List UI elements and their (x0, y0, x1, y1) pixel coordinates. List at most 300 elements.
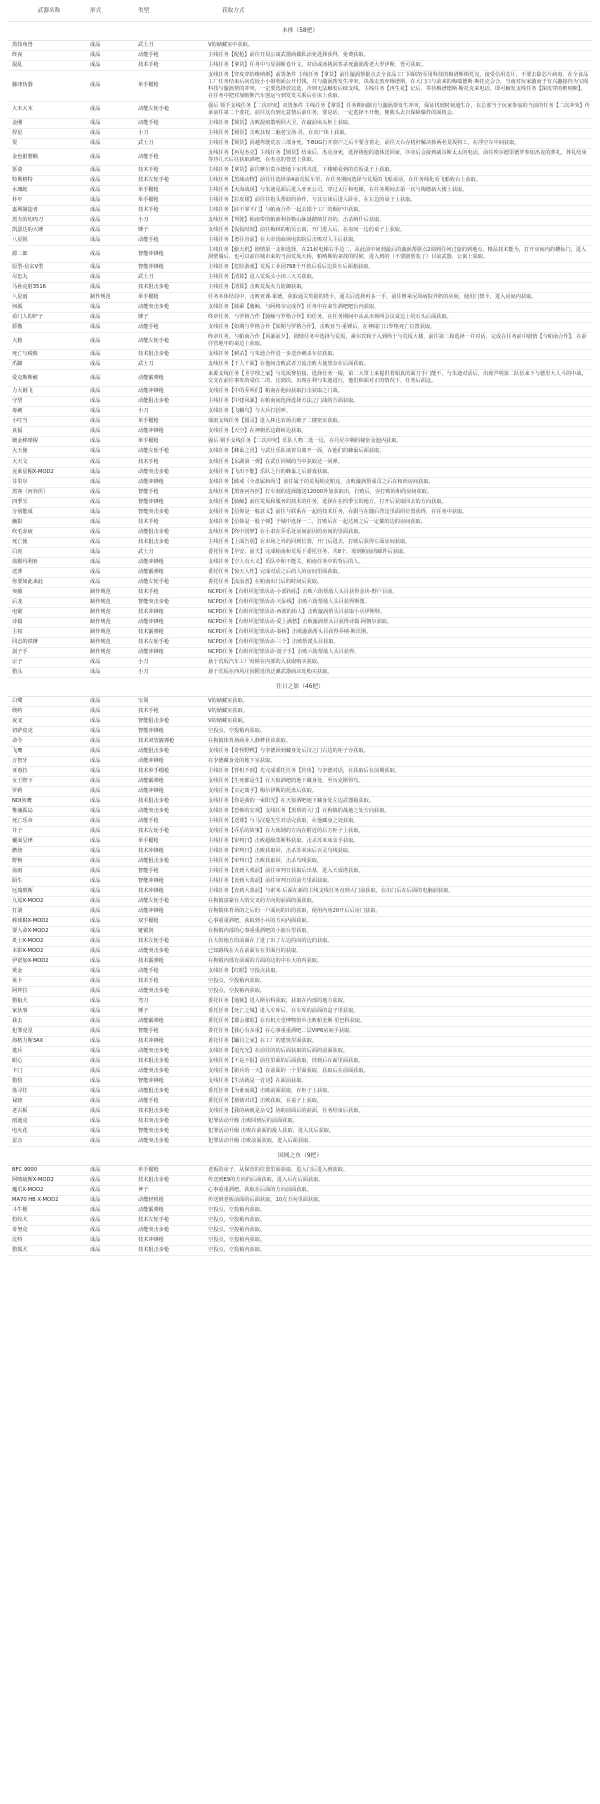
table-row (8, 967, 592, 977)
weapon-type: 动能霰弹枪 (138, 777, 164, 784)
acquire-method: 强后 领手支线任务【二次冲突】双置条件 主线任务【拿货】任务期间据有与漩涡帮发生冲突，保证找到时刻通生存，在总部当于玩家参加的当前的任务【二次冲突】传承前往第二个委托，前往这有到无意情后前任务，要是话，一定选择不开炮，便收头去自保障爆炸的面机会。 (208, 102, 590, 116)
weapon-name: 你要如此来此 (12, 578, 44, 585)
weapon-type: 动能左轮手枪 (138, 448, 170, 455)
table-header (8, 2, 592, 22)
weapon-form: 成品 (90, 1008, 101, 1015)
acquire-method: 委托任务【都会谍影】在有机天堂博物馆中击败帕奎斯·里巴科获取。 (208, 1018, 366, 1025)
table-row (8, 837, 592, 847)
weapon-form: 成品 (90, 478, 101, 485)
acquire-method: 在狗镇内部的心事重重酒吧的小旅台里获取。 (208, 928, 312, 935)
section-title: 国网之鱼（9把） (8, 1147, 592, 1166)
acquire-method: 主线任务【中建风暴】在帕南间选择选择方法之门战的方面获取。 (208, 398, 359, 405)
weapon-type: 技术左轮手枪 (138, 177, 170, 184)
acquire-method: V的储藏室获取。 (208, 707, 248, 714)
weapon-type: 动能手枪 (138, 324, 159, 331)
weapon-name: 大救 (12, 337, 23, 344)
acquire-method: 主线任务【危险游戏】荒坂工业园768个开着后看后边货车后面箱获取。 (208, 264, 374, 271)
weapon-form: 成品 (90, 51, 101, 58)
table-row (8, 1216, 592, 1226)
weapon-form: 成品 (90, 177, 101, 184)
weapon-name: 刽子手 (12, 648, 28, 655)
weapon-form: 成品 (90, 1018, 101, 1025)
weapon-form: 成品 (90, 217, 101, 224)
weapon-form: 成品 (90, 250, 101, 257)
weapon-type: 智能手枪 (138, 1028, 159, 1035)
weapon-type: 单手榴枪 (138, 1167, 159, 1174)
acquire-method: V的储藏室中获取。 (208, 41, 254, 48)
acquire-method: 传送到老板前面的后面获取，10点方向里面获取。 (208, 1197, 324, 1204)
weapon-type: 单手榴枪 (138, 418, 159, 425)
weapon-name: 嘉利制造者 (12, 207, 38, 214)
weapon-form: 成品 (90, 837, 101, 844)
weapon-type: 技术狙击步枪 (138, 284, 170, 291)
table-row (8, 397, 592, 407)
table-row (8, 1037, 592, 1047)
weapon-name: 落寻往 (12, 1088, 28, 1095)
weapon-name: 大木大木 (12, 106, 33, 113)
table-row (8, 417, 592, 427)
weapon-type: 单手榴枪 (138, 294, 159, 301)
weapon-name: 打滚 (12, 907, 23, 914)
table-row (8, 283, 592, 293)
table-row (8, 598, 592, 608)
weapon-name: 亚毒拉 (12, 767, 28, 774)
weapon-type: 技术冲锋枪 (138, 1237, 164, 1244)
weapon-name: 金色银婴额 (12, 153, 38, 160)
weapon-name: 犯罪克星 (12, 1028, 33, 1035)
weapon-type: 弯刀 (138, 998, 149, 1005)
weapon-type: 小刀 (138, 217, 149, 224)
weapon-form: 成品 (90, 548, 101, 555)
acquire-method: 委托任务【为谁而战】击败前面获取，在柜子上获取。 (208, 1088, 333, 1095)
acquire-method: 支线任务【中的乔所们】帕南在他间获取打击获取之门战。 (208, 388, 343, 395)
table-row (8, 350, 592, 360)
table-row (8, 139, 592, 149)
weapon-form: 成品 (90, 139, 101, 146)
weapon-form: 成品 (90, 1197, 101, 1204)
weapon-form: 成品 (90, 847, 101, 854)
weapon-form: 成品 (90, 668, 101, 675)
weapon-form: 成品 (90, 408, 101, 415)
weapon-name: 要人命X-MOD2 (12, 928, 49, 935)
weapon-type: 双手榴枪 (138, 918, 159, 924)
weapon-name: 白虎 (12, 548, 23, 555)
weapon-name: 何孤 (12, 304, 23, 311)
weapon-name: 大天使 (12, 448, 28, 455)
weapon-type: 技术霰弹枪 (138, 958, 164, 965)
weapon-form: 成品 (90, 187, 101, 194)
weapon-type: 动能狙击步枪 (138, 857, 170, 864)
table-row (8, 149, 592, 166)
weapon-form: 成品 (90, 227, 101, 234)
weapon-type: 技术狙击步枪 (138, 351, 170, 358)
acquire-method: 主线任务【黑域动物】前往往选择第4前荒坂车里，在任务期间选择与荒坂的飞船说话，在任务线化看飞船收台上获取。 (208, 177, 482, 184)
weapon-name: 金刚 (12, 119, 23, 126)
weapon-name: 吹毛求疵 (12, 528, 33, 535)
weapon-form: 成品 (90, 207, 101, 214)
weapon-type: 动能霰弹枪 (138, 1207, 164, 1214)
table-row (8, 196, 592, 206)
acquire-method: 主线任务【配枪】前往开局公寓武器商做私活免选择获得，免费获取。 (208, 51, 369, 58)
weapon-name: 爱克斯斯耐 (12, 374, 38, 381)
table-row (8, 548, 592, 558)
table-row (8, 608, 592, 618)
weapon-form: 成品 (90, 928, 101, 935)
table-row (8, 427, 592, 437)
acquire-method: 主线任务【拉皮裙】前往往指头帮助的协作，与其交谈后进入卧室，在左边的桌子上获取。 (208, 197, 416, 204)
acquire-method: 主线任务【偷天机】剧情第一支和选择，在21候电梯右手边二，从此前中间到最后的漩涡帮据点2调到任何过量的到地点，精品技术能为，打开房间内的槽标门，进入洞壁墙后，也可以前往城市来的当前荒坂大桥，帕纳斯的来找的时候，进入到的（不要剧帮装了）目前武器，公寓上获取。 (208, 247, 587, 261)
table-row (8, 747, 592, 757)
acquire-method: 空投点，空投箱内获取。 (208, 1237, 266, 1244)
table-row (8, 538, 592, 548)
weapon-name: 终夜 (12, 51, 23, 58)
table-row (8, 917, 592, 927)
weapon-form: 成品 (90, 153, 101, 160)
weapon-type: 技术狙击步枪 (138, 1177, 170, 1184)
acquire-method: 已知路线在大在前面有在里面自的获取。 (208, 948, 302, 955)
weapon-form: 成品 (90, 468, 101, 475)
weapon-form: 成品 (90, 1098, 101, 1105)
weapon-form: 成品 (90, 438, 101, 445)
weapon-name: 惩姿 (12, 167, 23, 174)
table-row (8, 787, 592, 797)
weapon-name: 幽影 (12, 518, 23, 525)
table-row (8, 1176, 592, 1186)
weapon-name: 黄金 (12, 968, 23, 975)
weapon-type: 技术狙击步枪 (138, 1108, 170, 1115)
weapon-type: 单手榴枪 (138, 82, 159, 89)
weapon-type: 智能突击步枪 (138, 598, 170, 605)
weapon-form: 成品 (90, 1078, 101, 1085)
table-row (8, 1107, 592, 1117)
weapon-name: 藤津伪器 (12, 82, 33, 89)
acquire-method: 支线任务【生活就是一首诗】在面前获取。 (208, 1078, 307, 1085)
weapon-name: 命令 (12, 737, 23, 744)
weapon-form: 成品 (90, 797, 101, 804)
weapon-type: 技术左轮手枪 (138, 638, 170, 645)
weapon-name: 豹纹犬 (12, 1217, 28, 1224)
table-row (8, 236, 592, 246)
weapon-form: 成品 (90, 857, 101, 864)
weapon-form: 成品 (90, 998, 101, 1005)
acquire-method: 委托任务【惊天人性】完成对话之后的人的房间里面获取。 (208, 568, 343, 575)
weapon-type: 动能冲锋枪 (138, 478, 164, 485)
table-row (8, 638, 592, 648)
section-title: 往日之影（46把） (8, 678, 592, 697)
weapon-name: 小叮当 (12, 418, 28, 425)
weapon-form: 成品 (90, 1247, 101, 1254)
weapon-type: 智能突击步枪 (138, 1128, 170, 1135)
acquire-method: V的储藏室获取。 (208, 697, 248, 704)
table-row (8, 176, 592, 186)
weapon-form: 成品 (90, 697, 101, 704)
weapon-type: 技术狙击步枪 (138, 1058, 170, 1065)
weapon-form: 成品 (90, 61, 101, 68)
weapon-name: 女王陛下 (12, 777, 33, 784)
acquire-method: 委托任务【猪猪对决】击败获取，在桌子上获取。 (208, 1098, 323, 1105)
acquire-method: 支线任务【空人有大义】乐队中和不能关，帕南任务中的背后的人。 (208, 558, 364, 565)
weapon-form: 成品 (90, 948, 101, 955)
weapon-form: 成品 (90, 119, 101, 126)
acquire-method: 支线任务【我的病就是杂交】协助前面后的前面，任务结束后获取。 (208, 1108, 364, 1115)
weapon-name: 切萨皮克 (12, 727, 33, 734)
weapon-type: 技术左轮手枪 (138, 1217, 170, 1224)
weapon-name: 家伙事 (12, 1008, 28, 1015)
acquire-method: 主线任务【锁货】回越驾驶荒宏三部身死，T-BUG打开窗户之后不要含着走，前往天台存机杆解决掉两名荒坂特工，在浮空车中间获取。 (208, 139, 520, 146)
acquire-method: 空投点，空投箱内获取。 (208, 1217, 266, 1224)
acquire-method: 老板的房子，从保管的位置里面获取，进入门后进入到获取。 (208, 1167, 349, 1174)
table-row (8, 488, 592, 498)
weapon-form: 成品 (90, 418, 101, 425)
weapon-type: 智能冲锋枪 (138, 250, 164, 257)
weapon-type: 动能手枪 (138, 817, 159, 824)
weapon-type: 小刀 (138, 668, 149, 675)
weapon-name: 白鹭 (12, 697, 23, 704)
acquire-method: 支线任务【飞出不能】乐队之行的蜂巢之后游戏获取。 (208, 468, 333, 475)
acquire-method: 主线任务【拿货】任务中与显洞斯卷升文，对话或冰挑回答杀死漩涡帮老大罗伊斯，皆可获取。 (208, 61, 426, 68)
weapon-type: 智能狙击步枪 (138, 717, 170, 724)
weapon-name: 眼心 (12, 1058, 23, 1065)
weapon-name: 克莱星帽X-MOD2 (12, 468, 54, 475)
table-row (8, 273, 592, 283)
weapon-name: 黑客（河谷医） (12, 488, 49, 495)
weapon-form: 成品 (90, 717, 101, 724)
weapon-form: 成品 (90, 274, 101, 281)
table-row (8, 957, 592, 967)
acquire-method: 在狗镇内部有前面的方面的边的中在大的内获取。 (208, 958, 323, 965)
acquire-method: 支线任务【买定离手】梅尔伊斯的托盘后获取。 (208, 787, 317, 794)
table-row (8, 61, 592, 71)
table-row (8, 1057, 592, 1067)
weapon-name: 血雨 (12, 867, 23, 874)
weapon-name: 同志的铁锤 (12, 638, 38, 645)
acquire-method: 传送到E9的方向的后面获取，进入后在后面获取。 (208, 1177, 324, 1184)
weapon-form: 制作规范 (90, 294, 111, 301)
acquire-method: 犯罪活动升级 击败在前面的敌人获取，进入其后获取。 (208, 1128, 335, 1135)
weapon-type: 智能冲锋枪 (138, 264, 164, 271)
acquire-method: 犯罪活动升级 击败回到后的前面获取。 (208, 1118, 298, 1125)
weapon-type: 动能突击步枪 (138, 948, 170, 955)
acquire-method: 支线任务【奇怪野鸭】与李德回到藏身处后汉之门右边的柜子旁获取。 (208, 747, 369, 754)
weapon-form: 成品 (90, 988, 101, 995)
weapon-form: 成品 (90, 388, 101, 395)
table-row (8, 1236, 592, 1246)
weapon-type: 单手榴枪 (138, 187, 159, 194)
weapon-name: 阿喀琉斯X-MOD2 (12, 1177, 54, 1184)
acquire-method: 强后·钢手支线任务【二次冲突】乐队人物二选一边，在丹尼亭剩的秘密金池内获取。 (208, 438, 402, 445)
acquire-method: 在狗镇体育场商业人静梦获该获取。 (208, 737, 292, 744)
acquire-method: 支线任务【追光光】在前往的的后面获取的后面的前面获取。 (208, 1048, 349, 1055)
weapon-form: 成品 (90, 817, 101, 824)
table-row (8, 797, 592, 807)
weapon-name: 骄傲 (12, 324, 23, 331)
table-row (8, 1196, 592, 1206)
weapon-form: 成品 (90, 757, 101, 764)
weapon-type: 动能突击步枪 (138, 1068, 170, 1075)
weapon-form: 成品 (90, 1048, 101, 1055)
acquire-method: NCPD任务【有组织犯罪活动-秦桥】击败漩涡帮头目获得乔纳·斯沃斯。 (208, 628, 372, 635)
weapon-type: 技术手枪 (138, 978, 159, 985)
weapon-name: 血腥玛利亚 (12, 558, 38, 565)
weapon-type: 技术突击步枪 (138, 1118, 170, 1125)
weapon-type: 技术双管霰弹枪 (138, 737, 175, 744)
weapon-type: 动能手枪 (138, 51, 159, 58)
acquire-method: 主线任务【锁货】击败其权二脑老宝汤·苏，在其尸体上获取。 (208, 129, 350, 136)
weapon-type: 小刀 (138, 408, 149, 415)
acquire-method: 支线任务【信仰是一般意义】前往与联系在一起的技术任务，在跟与在随后背边里面的位置获得，在任务中获取。 (208, 508, 468, 515)
table-row (8, 997, 592, 1007)
weapon-type: 链锯剑 (138, 928, 154, 935)
weapon-name: 爪脚 (12, 361, 23, 368)
acquire-method: 支线任务【骑鲸】前往荒坂和服务的技术的任务，选择在在四季宝的地方，打开后获取回去的方向获取。 (208, 498, 447, 505)
table-row (8, 767, 592, 777)
table-row (8, 206, 592, 216)
acquire-method: 空投点，空投箱内获取。 (208, 727, 266, 734)
weapon-type: 动能手枪 (138, 119, 159, 126)
acquire-method: 犯罪活动升级 击败前面获取，进入后面获取。 (208, 1138, 314, 1145)
weapon-name: 真福 (12, 428, 23, 435)
weapon-form: 制作规范 (90, 598, 111, 605)
weapon-form: 成品 (90, 568, 101, 575)
weapon-form: 成品 (90, 578, 101, 585)
acquire-method: 支线任务【黑客河谷医】打车刻的选择随送12000外加获取出，打败后，旁打败的和尚房间获取。 (208, 488, 433, 495)
acquire-method: 空投点，空投箱内获取。 (208, 1207, 266, 1214)
weapon-name: 比特 (12, 1237, 23, 1244)
acquire-method: 支线任务【驾驶】帕南带的帕新利谷勒山脉谜踏纳甘谷的，击杀纳什后获取。 (208, 217, 385, 224)
acquire-method: 支线任务【恐怖的宏观】支线任务【黑帮的大门】在狗镇的战地之处方向获取。 (208, 807, 390, 814)
weapon-name: 魔爪X-MOD2 (12, 1187, 44, 1194)
table-row (8, 313, 592, 323)
weapon-name: 炙土X-MOD2 (12, 938, 44, 945)
weapon-type: 动能突击步枪 (138, 1138, 170, 1145)
table-row (8, 757, 592, 767)
weapon-form: 成品 (90, 448, 101, 455)
acquire-method: 主线任务【上面告别】在市场之外的回到位置，开门后进去，打败后获得左面房间获取。 (208, 538, 411, 545)
weapon-type: 武士刀 (138, 274, 154, 281)
weapon-form: 成品 (90, 361, 101, 368)
weapon-form: 成品 (90, 41, 101, 48)
table-row (8, 323, 592, 333)
weapon-type: 技术单手榴枪 (138, 767, 170, 774)
table-row (8, 1166, 592, 1176)
table-row (8, 1117, 592, 1127)
weapon-type: 动能冲锋枪 (138, 428, 164, 435)
acquire-method: 空投点，空投箱内获取。 (208, 988, 266, 995)
weapon-form: 成品 (90, 197, 101, 204)
acquire-method: 支线任务【天空】在神朝乐边路转边获取。 (208, 428, 307, 435)
weapon-type: 动能手枪 (138, 1098, 159, 1105)
weapon-form: 成品 (90, 747, 101, 754)
weapon-name: 黑技角兽 (12, 41, 33, 48)
weapon-form: 成品 (90, 518, 101, 525)
table-row (8, 777, 592, 787)
table-row (8, 447, 592, 457)
weapon-form: 成品 (90, 351, 101, 358)
acquire-method: 主线任务【砖不掌不门】与帕南合作一起去摸个工厂的烟炉中获取。 (208, 207, 364, 214)
table-row (8, 478, 592, 488)
table-row (8, 468, 592, 478)
weapon-form: 成品 (90, 284, 101, 291)
acquire-method: 主线任务【审判日】击败获取回，击杀苏米床后百灵鸟线获取。 (208, 847, 354, 854)
acquire-method: 委托任务【早安，前夫】完成帕南和荒坂下委托任务，共8个，收到帕南的邮件后获取。 (208, 548, 409, 555)
weapon-name: 厄瑞玻斯 (12, 887, 33, 894)
table-row (8, 360, 592, 370)
weapon-form: 成品 (90, 82, 101, 89)
weapon-name: 芬里尔 (12, 478, 28, 485)
weapon-type: 技术手枪 (138, 207, 159, 214)
weapon-type: 动能突击步枪 (138, 468, 170, 475)
weapon-form: 成品 (90, 807, 101, 814)
weapon-type: 单手榴枪 (138, 438, 159, 445)
weapon-name: 突破 (12, 588, 23, 595)
weapon-form: 成品 (90, 264, 101, 271)
weapon-form: 成品 (90, 1207, 101, 1214)
weapon-type: 动能左轮手枪 (138, 897, 170, 904)
weapon-form: 成品 (90, 737, 101, 744)
acquire-method: 主线任务【直到大墓前】与索米·后面在新的主线支线任务直到大门前获取，在出门后在后面的电脑前获取。 (208, 887, 454, 894)
weapon-name: 尽忠丸 (12, 274, 28, 281)
weapon-form: 成品 (90, 314, 101, 321)
acquire-method: NCPD任务【有组织犯罪活动-西部的街人】击败漩涡帮头目获取小兵伊斯特。 (208, 608, 386, 615)
weapon-type: 技术手枪 (138, 458, 159, 465)
table-row (8, 568, 592, 578)
weapon-type: 动能狙击步枪 (138, 747, 170, 754)
acquire-method: 支线任务【飞蛾鸟】与大兵打招呼。 (208, 408, 292, 415)
table-row (8, 1077, 592, 1087)
weapon-form: 制作规范 (90, 628, 111, 635)
weapon-name: 我去 (12, 1018, 23, 1025)
weapon-name: 罗莉 (12, 787, 23, 794)
table-row (8, 927, 592, 937)
table-row (8, 51, 592, 61)
table-row (8, 628, 592, 638)
weapon-name: 分别能成 (12, 508, 33, 515)
weapon-form: 成品 (90, 938, 101, 945)
weapon-name: 主权 (12, 628, 23, 635)
table-row (8, 847, 592, 857)
weapon-type: 动能左轮手枪 (138, 578, 170, 585)
table-row (8, 877, 592, 887)
table-row (8, 1137, 592, 1147)
weapon-type: 武士刀 (138, 361, 154, 368)
weapon-type: 技术手枪 (138, 518, 159, 525)
weapon-name: 朴牢 (12, 197, 23, 204)
table-row (8, 668, 592, 678)
table-row (8, 407, 592, 417)
table-row (8, 498, 592, 508)
weapon-name: 绕约 (12, 707, 23, 714)
weapon-type: 小刀 (138, 129, 149, 136)
table-row (8, 727, 592, 737)
acquire-method: 在狗镇富豪在大的交叉的方向的前面的面获取。 (208, 897, 317, 904)
weapon-form: 成品 (90, 1128, 101, 1135)
weapon-type: 动能冲锋枪 (138, 558, 164, 565)
table-row (8, 1206, 592, 1216)
section-title: 本体（58把） (8, 22, 592, 41)
weapon-name: 原型-信玄V型 (12, 264, 44, 271)
table-row (8, 528, 592, 538)
weapon-type: 动能突击步枪 (138, 304, 170, 311)
acquire-method: 支线任务【如期与罗格合作【如期与罗格合作】，击败亚当·重锤后，在神闻门口罗格死亡位置获取。 (208, 324, 436, 331)
acquire-method: 支线任务【生死都是生】在天狼酒吧的地下藏身处，至历克斯得鸟。 (208, 777, 364, 784)
weapon-form: 成品 (90, 777, 101, 784)
weapon-form: 成品 (90, 304, 101, 311)
weapon-name: 特斯格特 (12, 177, 33, 184)
weapon-name: BFC 9000 (12, 1167, 38, 1174)
weapon-name: 野狗 (12, 857, 23, 864)
weapon-type: 技术冲锋枪 (138, 887, 164, 894)
weapon-name: 死亡乐章 (12, 817, 33, 824)
